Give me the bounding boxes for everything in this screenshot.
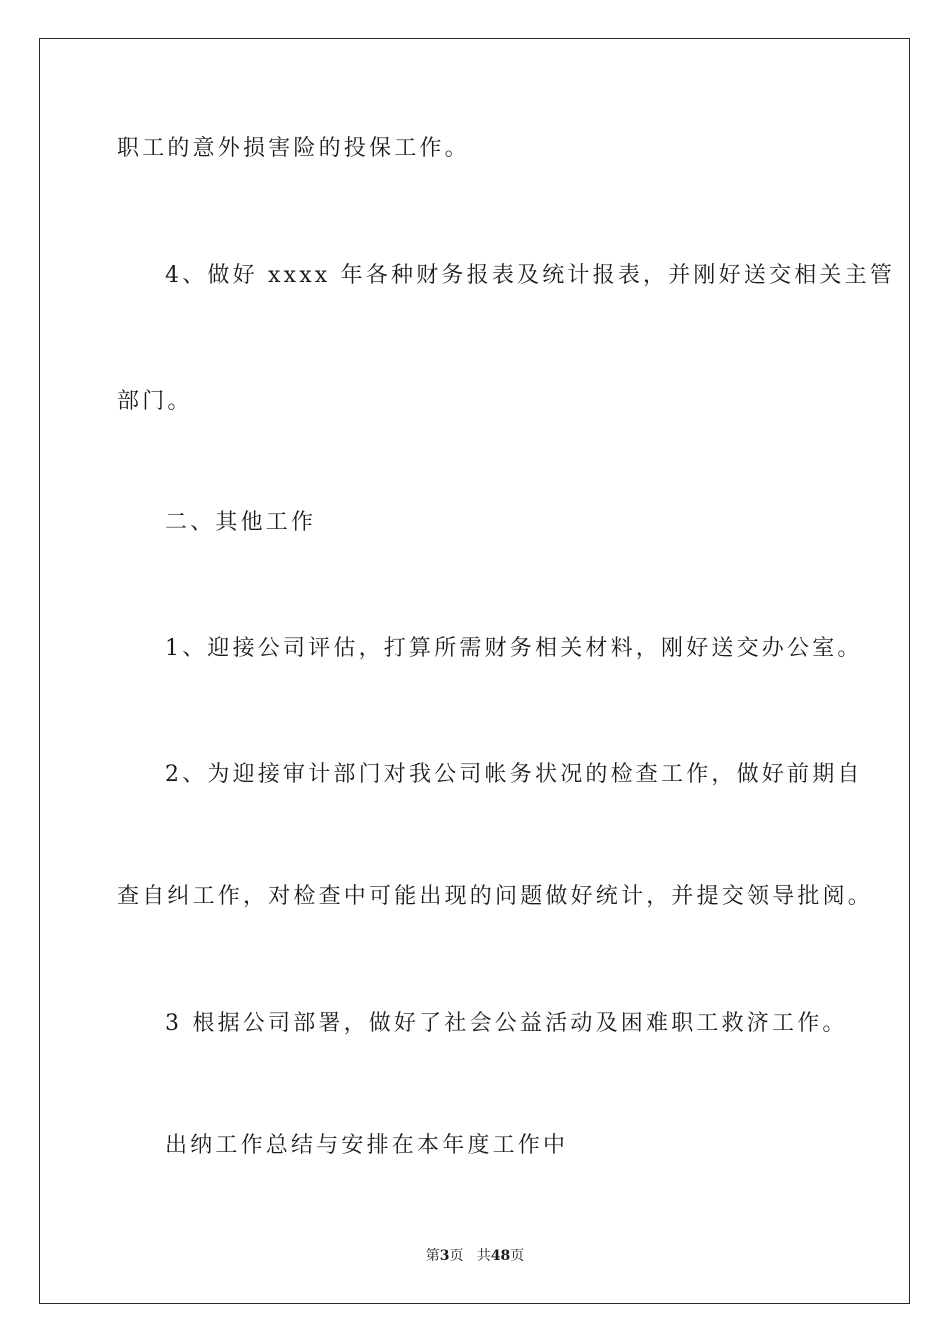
body-line-2: 4、做好 xxxx 年各种财务报表及统计报表，并刚好送交相关主管 bbox=[165, 263, 896, 288]
footer-total-pages: 48 bbox=[490, 1248, 511, 1264]
section-heading: 二、其他工作 bbox=[165, 510, 317, 535]
body-line-5: 1、迎接公司评估，打算所需财务相关材料，刚好送交办公室。 bbox=[165, 636, 863, 661]
body-line-3: 部门。 bbox=[117, 389, 193, 414]
page-footer bbox=[0, 1246, 950, 1266]
body-line-1: 职工的意外损害险的投保工作。 bbox=[117, 136, 470, 161]
body-line-9: 出纳工作总结与安排在本年度工作中 bbox=[165, 1133, 569, 1158]
footer-page-number: 3 bbox=[439, 1248, 450, 1264]
footer-total-prefix: 共 bbox=[476, 1248, 491, 1264]
footer-page-suffix: 页 bbox=[449, 1248, 464, 1264]
body-line-7: 查自纠工作，对检查中可能出现的问题做好统计，并提交领导批阅。 bbox=[117, 884, 874, 909]
footer-page-prefix: 第 bbox=[425, 1248, 440, 1264]
body-line-8: 3 根据公司部署，做好了社会公益活动及困难职工救济工作。 bbox=[165, 1011, 848, 1036]
page-border bbox=[39, 38, 910, 1304]
body-line-6: 2、为迎接审计部门对我公司帐务状况的检查工作，做好前期自 bbox=[165, 762, 863, 787]
footer-total-suffix: 页 bbox=[510, 1248, 525, 1264]
